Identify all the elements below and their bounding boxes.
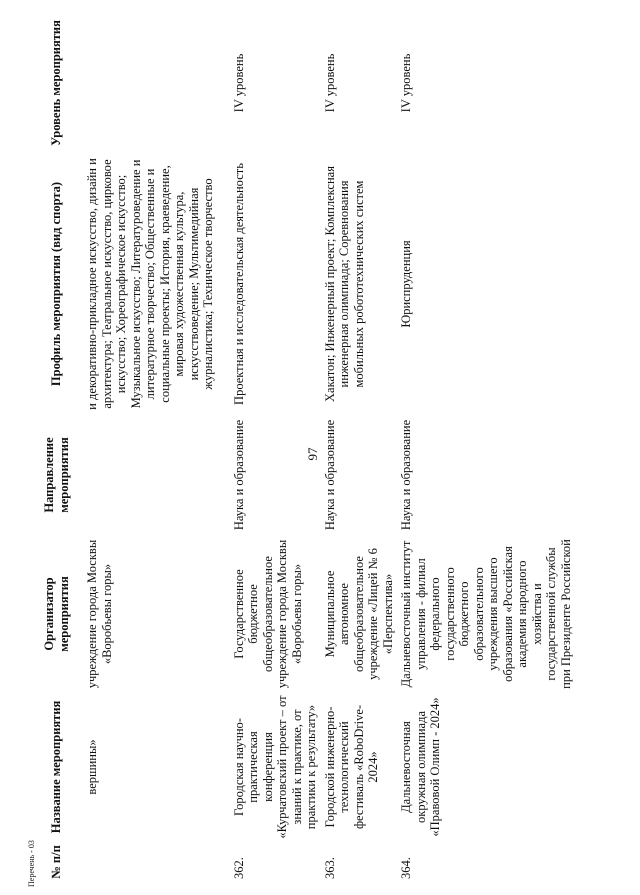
header-profile: Профиль мероприятия (вид спорта) bbox=[49, 181, 64, 387]
row-direction: Наука и образование bbox=[322, 419, 337, 531]
header-row bbox=[32, 12, 81, 882]
events-table bbox=[32, 12, 575, 882]
row-profile: Юриспруденция bbox=[399, 240, 413, 328]
cont-profile: и декоративно-прикладное искусство, дизайн и архитектура; Театральное искусство, цирковое искусство; Хореографическое искусство; Музыкальное искусство; Литературоведение и литературное творчество; Общественные и социальные проекты; История, краеведение, мировая художественная культура, искусствоведение; Мультимедийная журналистика; Техническое творчество bbox=[85, 158, 215, 410]
row-organizer: Дальневосточный институт управления - филиал федерального государственного бюджетного образовательного учреждения высшего образования «Российская академия народного хозяйства и государственной службы при Президенте Российской bbox=[399, 539, 573, 689]
page-number: 97 bbox=[305, 447, 320, 461]
cont-organizer: учреждение города Москвы «Воробьевы горы» bbox=[85, 539, 114, 689]
continuation-row bbox=[81, 12, 230, 882]
row-direction: Наука и образование bbox=[399, 419, 413, 531]
table-row bbox=[321, 12, 398, 882]
rotated-table-wrapper bbox=[32, 12, 607, 882]
row-num: 364. bbox=[399, 857, 413, 879]
table-row bbox=[397, 12, 575, 882]
row-level: IV уровень bbox=[231, 53, 246, 113]
document-sheet bbox=[32, 12, 607, 882]
row-direction: Наука и образование bbox=[231, 419, 246, 531]
header-organizer: Организатор мероприятия bbox=[42, 576, 71, 652]
table-row bbox=[230, 12, 321, 882]
row-name: Городской инженерно-технологический фестиваль «RoboDrive-2024» bbox=[322, 704, 380, 830]
row-profile: Хакатон; Инженерный проект; Комплексная инженерная олимпиада; Соревнования мобильных робототехнических систем bbox=[322, 166, 366, 402]
row-organizer: Государственное бюджетное общеобразовательное учреждение города Москвы «Воробьевы горы» bbox=[231, 539, 304, 689]
row-level: IV уровень bbox=[322, 53, 337, 113]
row-name: Дальневосточная окружная олимпиада «Правовой Олимп - 2024» bbox=[399, 697, 442, 837]
footer-label: Перечень - 03 bbox=[27, 840, 36, 887]
row-num: 362. bbox=[231, 857, 246, 879]
header-num: № п/п bbox=[49, 845, 64, 879]
cont-name: вершины» bbox=[85, 739, 99, 795]
header-level: Уровень мероприятия bbox=[49, 20, 64, 146]
row-level: IV уровень bbox=[399, 53, 413, 113]
row-num: 363. bbox=[322, 857, 337, 879]
row-name: Городская научно-практическая конференция «Курчатовский проект – от знаний к практике, от практики к результату» bbox=[231, 695, 318, 839]
row-organizer: Муниципальное автономное общеобразовательное учреждение «Лицей № 6 «Перспектива» bbox=[322, 548, 395, 680]
header-direction: Направление мероприятия bbox=[42, 437, 71, 513]
header-name: Название мероприятия bbox=[49, 700, 64, 834]
row-profile: Проектная и исследовательская деятельность bbox=[231, 163, 246, 405]
